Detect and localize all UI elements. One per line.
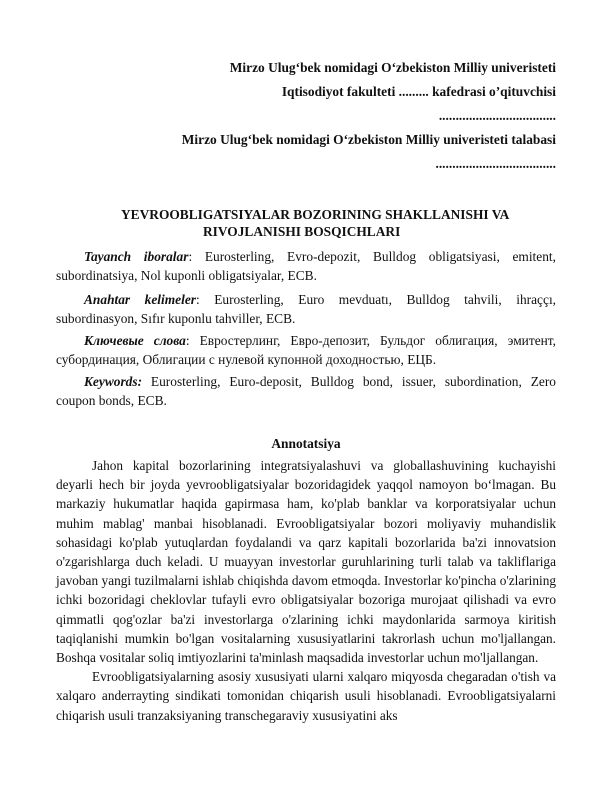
keywords-uzbek-text: : Eurosterling, Evro-depozit, Bulldog obligatsiyasi, emitent, subordinatsiya, Nol kuponli obligatsiyalar, ECB. xyxy=(56,249,556,283)
keywords-russian xyxy=(56,331,556,369)
keywords-uzbek-label: Tayanch iboralar xyxy=(84,249,189,264)
keywords-english xyxy=(56,372,556,410)
keywords-russian-label: Ключевые слова xyxy=(84,333,186,348)
keywords-english-label: Keywords: xyxy=(84,374,143,389)
author-position-1: Iqtisodiyot fakulteti ......... kafedrasi o’qituvchisi xyxy=(281,84,556,99)
paper-title-line-2: RIVOJLANISHI BOSQICHLARI xyxy=(203,224,401,239)
keywords-turkish-text: : Eurosterling, Euro mevduatı, Bulldog tahvili, ihraççı, subordinasyon, Sıfır kuponlu tahviller, ECB. xyxy=(56,292,557,326)
annotation-heading: Annotatsiya xyxy=(271,436,341,451)
keywords-uzbek xyxy=(56,247,556,285)
author-affiliation-1: Mirzo Ulug‘bek nomidagi O‘zbekiston Milliy univeristeti xyxy=(229,60,556,75)
author-name-placeholder-1: ................................... xyxy=(438,108,556,123)
annotation-body xyxy=(56,456,556,725)
annotation-paragraph-1: Jahon kapital bozorlarining integratsiyalashuvi va globallashuvining kuchayishi deyarli hech bir joyda yevroobligatsiyalar bozoridagidek yaqqol namoyon bo‘lmagan. Bu markaziy hukumatlar haqida gapirmasa ham, ko'plab banklar va korporatsiyalar uchun muhim mablag' manbai hisoblanadi. Evroobligatsiyalar bozori moliyaviy muhandislik sohasidagi ko'plab yutuqlardan foydalandi va qarz kapitali bozorlarida ba'zi innovatsion o'zgarishlarga duch keladi. U muayyan investorlar guruhlarining turli talab va takliflariga javoban yangi tuzilmalarni ishlab chiqishda davom etmoqda. Investorlar ko'pincha o'zlarining ichki bozoridagi cheklovlar tufayli evro obligatsiyalar bozoriga murojaat qilishadi va evro qimmatli qog'ozlar ba'zi investorlarga o'zlarining ichki maydonlarida sarmoya kiritish taqiqlanishi mumkin bo'lgan vositalarning xususiyatlarini takrorlash uchun mo'ljallangan. Boshqa vositalar soliq imtiyozlarini ta'minlash maqsadida investorlar uchun mo'ljallangan. xyxy=(56,458,556,666)
paper-title xyxy=(85,206,555,240)
annotation-paragraph-2: Evroobligatsiyalarning asosiy xususiyati ularni xalqaro miqyosda chegaradan o'tish va xalqaro anderrayting sindikati tomonidan chiqarish usuli hisoblanadi. Evroobligatsiyalarni chiqarish usuli tranzaksiyaning transchegaraviy xususiyatini aks xyxy=(56,669,556,723)
keywords-english-text: Eurosterling, Euro-deposit, Bulldog bond, issuer, subordination, Zero coupon bonds, ECB. xyxy=(56,374,556,408)
author-affiliation-2: Mirzo Ulug‘bek nomidagi O‘zbekiston Milliy univeristeti talabasi xyxy=(181,132,556,147)
keywords-turkish xyxy=(56,290,556,328)
keywords-turkish-label: Anahtar kelimeler xyxy=(84,292,196,307)
author-name-placeholder-2: .................................... xyxy=(435,156,556,171)
paper-title-line-1: YEVROOBLIGATSIYALAR BOZORINING SHAKLLANISHI VA xyxy=(121,207,510,222)
keywords-russian-text: : Евростерлинг, Евро-депозит, Бульдог облигация, эмитент, субординация, Облигации с нулевой купонной доходностью, ЕЦБ. xyxy=(56,333,556,367)
